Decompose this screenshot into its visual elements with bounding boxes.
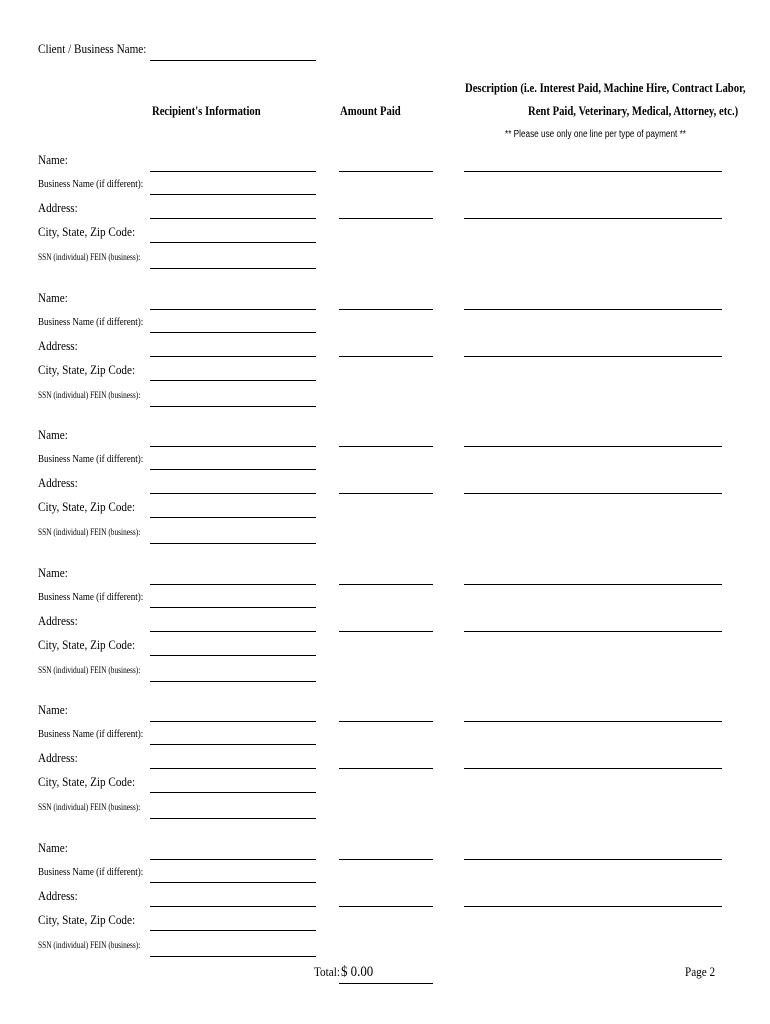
name-label: Name: — [38, 152, 68, 167]
amount-paid-field-1[interactable] — [339, 309, 433, 310]
ssn-fein-label: SSN (individual) FEIN (business): — [38, 665, 141, 675]
one-line-per-payment-note: ** Please use only one line per type of payment ** — [505, 129, 686, 140]
description-field-2[interactable] — [464, 631, 722, 632]
ssn-fein-label: SSN (individual) FEIN (business): — [38, 527, 141, 537]
ssn-fein-label: SSN (individual) FEIN (business): — [38, 252, 141, 262]
total-amount: $ 0.00 — [341, 964, 374, 980]
description-field-2[interactable] — [464, 768, 722, 769]
ssn-fein-label: SSN (individual) FEIN (business): — [38, 940, 141, 950]
amount-paid-field-1[interactable] — [339, 584, 433, 585]
client-business-name-label: Client / Business Name: — [38, 41, 147, 56]
description-field-2[interactable] — [464, 356, 722, 357]
city-state-zip-label: City, State, Zip Code: — [38, 912, 136, 927]
city-state-zip-field[interactable] — [150, 792, 316, 793]
description-header-line2: Rent Paid, Veterinary, Medical, Attorney, etc.) — [528, 103, 739, 118]
business-name-field[interactable] — [150, 607, 316, 608]
ssn-fein-field[interactable] — [150, 956, 316, 957]
ssn-fein-field[interactable] — [150, 268, 316, 269]
city-state-zip-label: City, State, Zip Code: — [38, 224, 136, 239]
city-state-zip-field[interactable] — [150, 655, 316, 656]
city-state-zip-field[interactable] — [150, 242, 316, 243]
amount-paid-field-2[interactable] — [339, 493, 433, 494]
city-state-zip-label: City, State, Zip Code: — [38, 774, 136, 789]
address-field[interactable] — [150, 906, 316, 907]
address-field[interactable] — [150, 218, 316, 219]
address-field[interactable] — [150, 356, 316, 357]
recipient-information-header: Recipient's Information — [152, 103, 261, 118]
ssn-fein-label: SSN (individual) FEIN (business): — [38, 390, 141, 400]
name-label: Name: — [38, 290, 68, 305]
ssn-fein-field[interactable] — [150, 818, 316, 819]
business-name-label: Business Name (if different): — [38, 728, 144, 740]
address-field[interactable] — [150, 493, 316, 494]
amount-paid-field-1[interactable] — [339, 859, 433, 860]
business-name-label: Business Name (if different): — [38, 316, 144, 328]
city-state-zip-field[interactable] — [150, 517, 316, 518]
name-field[interactable] — [150, 171, 316, 172]
address-label: Address: — [38, 613, 78, 628]
address-label: Address: — [38, 475, 78, 490]
ssn-fein-field[interactable] — [150, 543, 316, 544]
city-state-zip-label: City, State, Zip Code: — [38, 499, 136, 514]
description-field-1[interactable] — [464, 309, 722, 310]
total-amount-field[interactable] — [339, 983, 433, 984]
description-field-2[interactable] — [464, 218, 722, 219]
ssn-fein-field[interactable] — [150, 681, 316, 682]
description-field-2[interactable] — [464, 906, 722, 907]
amount-paid-header: Amount Paid — [340, 103, 401, 118]
address-label: Address: — [38, 750, 78, 765]
business-name-label: Business Name (if different): — [38, 591, 144, 603]
amount-paid-field-2[interactable] — [339, 631, 433, 632]
amount-paid-field-1[interactable] — [339, 171, 433, 172]
address-label: Address: — [38, 338, 78, 353]
city-state-zip-label: City, State, Zip Code: — [38, 362, 136, 377]
business-name-field[interactable] — [150, 332, 316, 333]
amount-paid-field-2[interactable] — [339, 768, 433, 769]
business-name-field[interactable] — [150, 469, 316, 470]
business-name-field[interactable] — [150, 882, 316, 883]
city-state-zip-field[interactable] — [150, 930, 316, 931]
description-header-line1: Description (i.e. Interest Paid, Machine Hire, Contract Labor, — [465, 80, 746, 95]
name-field[interactable] — [150, 584, 316, 585]
description-field-1[interactable] — [464, 859, 722, 860]
ssn-fein-field[interactable] — [150, 406, 316, 407]
description-field-1[interactable] — [464, 721, 722, 722]
total-label: Total: — [314, 964, 340, 979]
name-field[interactable] — [150, 446, 316, 447]
name-field[interactable] — [150, 859, 316, 860]
address-field[interactable] — [150, 631, 316, 632]
description-field-1[interactable] — [464, 584, 722, 585]
page-number: Page 2 — [685, 964, 716, 979]
description-field-1[interactable] — [464, 446, 722, 447]
amount-paid-field-1[interactable] — [339, 721, 433, 722]
address-label: Address: — [38, 888, 78, 903]
business-name-field[interactable] — [150, 194, 316, 195]
name-field[interactable] — [150, 309, 316, 310]
address-field[interactable] — [150, 768, 316, 769]
description-field-1[interactable] — [464, 171, 722, 172]
amount-paid-field-2[interactable] — [339, 906, 433, 907]
address-label: Address: — [38, 200, 78, 215]
business-name-label: Business Name (if different): — [38, 178, 144, 190]
client-business-name-field[interactable] — [150, 60, 316, 61]
city-state-zip-label: City, State, Zip Code: — [38, 637, 136, 652]
description-field-2[interactable] — [464, 493, 722, 494]
name-label: Name: — [38, 427, 68, 442]
ssn-fein-label: SSN (individual) FEIN (business): — [38, 802, 141, 812]
amount-paid-field-2[interactable] — [339, 356, 433, 357]
name-label: Name: — [38, 565, 68, 580]
name-label: Name: — [38, 702, 68, 717]
city-state-zip-field[interactable] — [150, 380, 316, 381]
business-name-label: Business Name (if different): — [38, 866, 144, 878]
name-field[interactable] — [150, 721, 316, 722]
name-label: Name: — [38, 840, 68, 855]
business-name-label: Business Name (if different): — [38, 453, 144, 465]
amount-paid-field-2[interactable] — [339, 218, 433, 219]
amount-paid-field-1[interactable] — [339, 446, 433, 447]
business-name-field[interactable] — [150, 744, 316, 745]
